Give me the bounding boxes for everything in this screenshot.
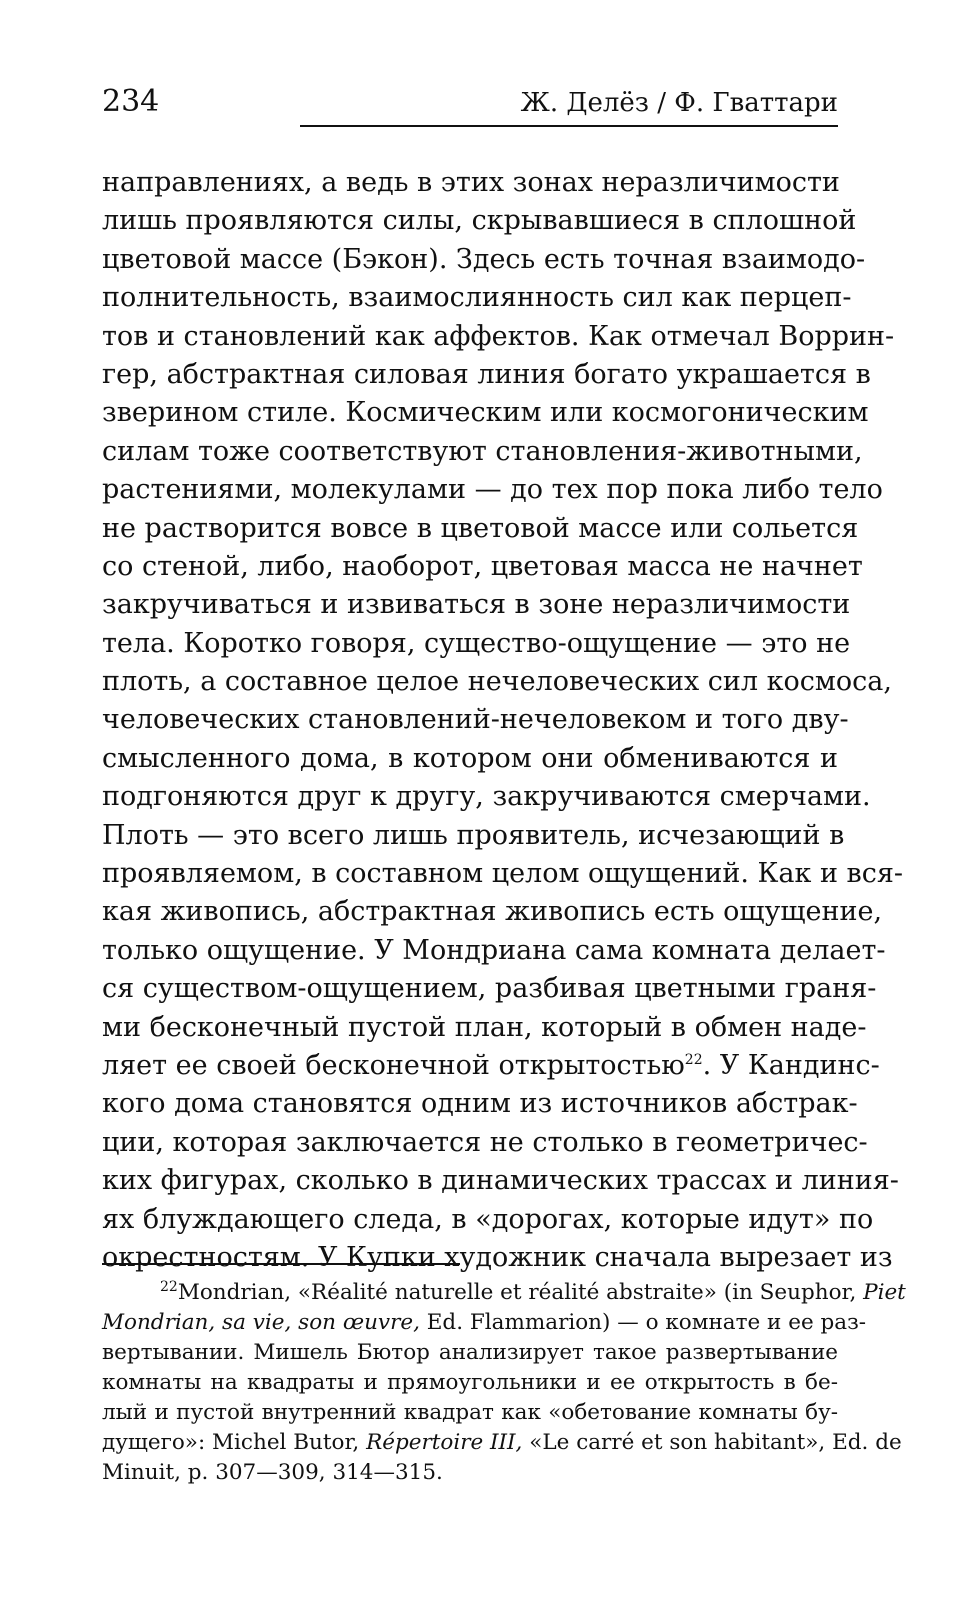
text-line: закручиваться и извиваться в зоне неразличимости (102, 589, 851, 621)
footnote-line (102, 1428, 902, 1458)
text-line: ми бесконечный пустой план, который в обмен наде- (102, 1011, 867, 1043)
text-line: со стеной, либо, наоборот, цветовая масса не начнет (102, 550, 863, 582)
text-line: полнительность, взаимослиянность сил как перцеп- (102, 282, 852, 314)
footnote-segment: «Le carré et son habitant», Ed. de (522, 1430, 902, 1455)
main-text (102, 164, 904, 1277)
text-line: проявляемом, в составном целом ощущений. Как и вся- (102, 858, 904, 890)
footnote-rule (102, 1263, 460, 1265)
footnote-line: лый и пустой внутренний квадрат как «обетование комнаты бу- (102, 1400, 838, 1425)
text-line: направлениях, а ведь в этих зонах неразличимости (102, 167, 840, 198)
footnote-line (102, 1308, 867, 1338)
footnote-segment-italic: Piet (863, 1280, 906, 1305)
text-line: Плоть — это всего лишь проявитель, исчезающий в (102, 819, 845, 851)
footnote-segment-italic: Répertoire III, (366, 1430, 523, 1455)
footnote-number: 22 (160, 1278, 178, 1295)
text-line: подгоняются друг к другу, закручиваются смерчами. (102, 781, 871, 813)
line-segment: ляет ее своей бесконечной открытостью (102, 1049, 685, 1081)
text-line: окрестностям. У Купки художник сначала вырезает из (102, 1241, 893, 1273)
text-line: зверином стиле. Космическим или космогоническим (102, 397, 869, 429)
page-number: 234 (102, 84, 160, 119)
text-line: тов и становлений как аффектов. Как отмечал Воррин- (102, 320, 895, 352)
footnote-segment: Mondrian, «Réalité naturelle et réalité abstraite» (in Seuphor, (177, 1280, 864, 1305)
footnote-reference[interactable]: 22 (684, 1051, 703, 1068)
text-line: ях блуждающего следа, в «дорогах, которые идут» по (102, 1203, 874, 1235)
text-line: плоть, а составное целое нечеловеческих сил космоса, (102, 666, 892, 698)
text-line: тела. Коротко говоря, существо-ощущение — это не (102, 627, 851, 659)
text-line: смысленного дома, в котором они обмениваются и (102, 742, 838, 774)
text-line: не растворится вовсе в цветовой массе или сольется (102, 512, 859, 544)
footnote-line (102, 1278, 906, 1308)
text-line: ких фигурах, сколько в динамических трассах и линия- (102, 1165, 899, 1197)
footnote-line: комнаты на квадраты и прямоугольники и ее открытость в бе- (102, 1370, 838, 1395)
text-line: гер, абстрактная силовая линия богато украшается в (102, 358, 871, 390)
footnote-line: вертывании. Мишель Бютор анализирует такое развертывание (102, 1340, 838, 1365)
footnote-segment: Ed. Flammarion) — о комнате и ее раз- (419, 1310, 867, 1335)
line-segment: . У Кандинс- (702, 1049, 880, 1081)
running-head: Ж. Делёз / Ф. Гваттари (520, 88, 838, 118)
text-line: силам тоже соответствуют становления-животными, (102, 435, 863, 467)
footnote-line: Minuit, p. 307—309, 314—315. (102, 1460, 443, 1485)
text-line: человеческих становлений-нечеловеком и того дву- (102, 704, 849, 736)
text-line: кая живопись, абстрактная живопись есть ощущение, (102, 896, 883, 928)
page-header (102, 84, 838, 126)
text-line: лишь проявляются силы, скрывавшиеся в сплошной (102, 205, 857, 237)
text-line: ся существом-ощущением, разбивая цветными граня- (102, 973, 877, 1005)
text-line: цветовой массе (Бэкон). Здесь есть точная взаимодо- (102, 243, 866, 275)
text-line-with-note (102, 1047, 880, 1085)
footnote-segment-italic: Mondrian, sa vie, son œuvre, (102, 1310, 420, 1335)
text-line: ции, которая заключается не столько в геометричес- (102, 1126, 868, 1158)
text-line: только ощущение. У Мондриана сама комната делает- (102, 934, 886, 966)
text-line: кого дома становятся одним из источников абстрак- (102, 1088, 858, 1120)
header-rule (300, 125, 838, 127)
footnote (102, 1278, 906, 1488)
text-line: растениями, молекулами — до тех пор пока либо тело (102, 474, 883, 506)
footnote-segment: дущего»: Michel Butor, (102, 1430, 367, 1455)
